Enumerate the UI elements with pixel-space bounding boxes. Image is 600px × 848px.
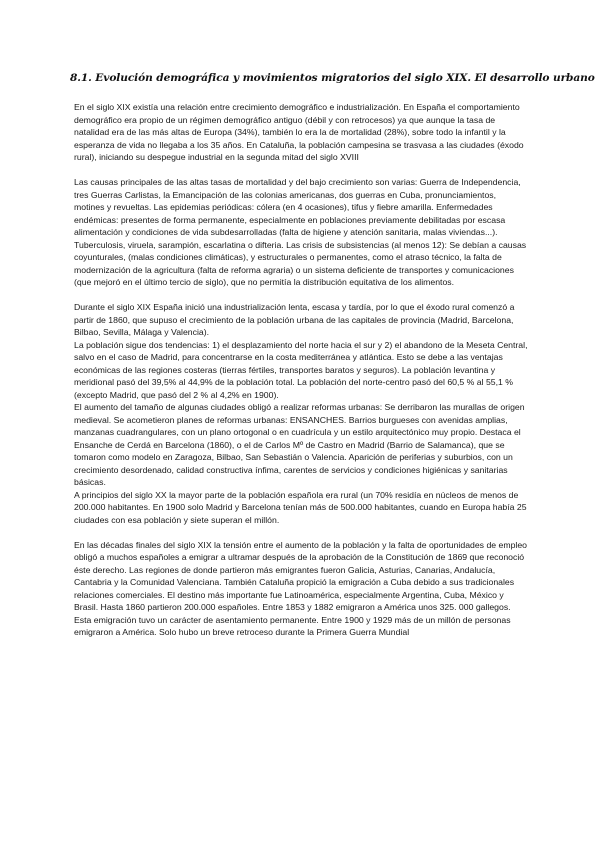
- paragraph-emigration: En las décadas finales del siglo XIX la tensión entre el aumento de la población y la falta de oportunidades de empleo obligó a muchos españoles a emigrar a ultramar después de la aprobación de la Constitución de 1869 que reconoció éste derecho. Las regiones de donde partieron más emigrantes fueron Galicia, Asturias, Canarias, Andalucía, Cantabria y la Comunidad Valenciana. También Cataluña propició la emigración a Cuba debido a sus tradicionales relaciones comerciales. El destino más importante fue Latinoamérica, especialmente Argentina, Cuba, México y Brasil. Hasta 1860 partieron 200.000 españoles. Entre 1853 y 1882 emigraron a América unos 325. 000 gallegos. Esta emigración tuvo un carácter de asentamiento permanente. Entre 1900 y 1929 más de un millón de personas emigraron a América. Solo hubo un breve retroceso durante la Primera Guerra Mundial: [74, 539, 528, 637]
- paragraph-early-20th-century: A principios del siglo XX la mayor parte de la población española era rural (un 70% residía en núcleos de menos de 200.000 habitantes. En 1900 solo Madrid y Barcelona tenían más de 500.000 habitantes, cuando en Europa había 25 ciudades con esa población y siete superan el millón.: [74, 489, 527, 525]
- paragraph-population-trends: La población sigue dos tendencias: 1) el desplazamiento del norte hacia el sur y 2) el abandono de la Meseta Central, salvo en el caso de Madrid, para concentrarse en la costa mediterránea y atlántica. Esto se debe a las ventajas económicas de las regiones costeras (tierras fértiles, transportes baratos y seguros). La población levantina y meridional pasó del 39,5% al 44,9% de la población total. La población del norte-centro pasó del 60,5 % al 55,1 % (excepto Madrid, que pasó del 2 % al 4,2% en 1900).: [74, 339, 528, 400]
- paragraph-demography: En el siglo XIX existía una relación entre crecimiento demográfico e industrialización. En España el comportamiento demográfico era propio de un régimen demográfico antiguo (débil y con retrocesos) ya que aunque la tasa de natalidad era de las más altas de Europa (34%), también lo era la de mortalidad (28%), sobre todo la infantil y la esperanza de vida no llegaba a los 35 años. En Cataluña, la población campesina se trasvasa a las ciudades (éxodo rural), iniciando su despegue industrial en la segunda mitad del siglo XVIII: [74, 102, 524, 162]
- paragraph-urban-reforms: El aumento del tamaño de algunas ciudades obligó a realizar reformas urbanas: Se derribaron las murallas de origen medieval. Se acometieron planes de reformas urbanas: ENSANCHES. Barrios burgueses con avenidas amplias, manzanas cuadrangulares, con un plano ortogonal o en cuadrícula y un estilo arquitectónico muy propio. Destaca el Ensanche de Cerdá en Barcelona (1860), o el de Carlos Mº de Castro en Madrid (Barrio de Salamanca), que se tomaron como modelo en Zaragoza, Bilbao, San Sebastián o Valencia. Aparición de periferias y suburbios, con un crecimiento desordenado, calidad constructiva ínfima, carentes de servicios y condiciones higiénicas y sanitarias básicas.: [74, 402, 525, 487]
- page-title: 8.1. Evolución demográfica y movimientos migratorios del siglo XIX. El desarrollo urbano: [70, 72, 595, 84]
- document-body: [74, 101, 528, 639]
- paragraph-mortality-causes: Las causas principales de las altas tasas de mortalidad y del bajo crecimiento son varias: Guerra de Independencia, tres Guerras Carlistas, la Emancipación de las colonias americanas, dos guerras en Cuba, pronunciamientos, motines y revueltas. Las epidemias periódicas: cólera (en 4 ocasiones), tifus y fiebre amarilla. Enfermedades endémicas: presentes de forma permanente, especialmente en poblaciones previamente debilitadas por escasa alimentación y condiciones de vida subdesarrolladas (falta de higiene y atención sanitaria, malas viviendas...). Tuberculosis, viruela, sarampión, escarlatina o difteria. Las crisis de subsistencias (al menos 12): Se debían a causas coyunturales, (malas condiciones climáticas), y estructurales o permanentes, como el atraso técnico, la falta de modernización de la agricultura (falta de reforma agraria) o un sistema deficiente de transportes y comunicaciones (que mejoró en el último tercio de siglo), que no permitía la distribución equitativa de los alimentos.: [74, 177, 527, 287]
- paragraph-industrialization: Durante el siglo XIX España inició una industrialización lenta, escasa y tardía, por lo que el éxodo rural comenzó a partir de 1860, que supuso el crecimiento de la población urbana de las capitales de provincia (Madrid, Barcelona, Bilbao, Sevilla, Málaga y Valencia).: [74, 302, 515, 337]
